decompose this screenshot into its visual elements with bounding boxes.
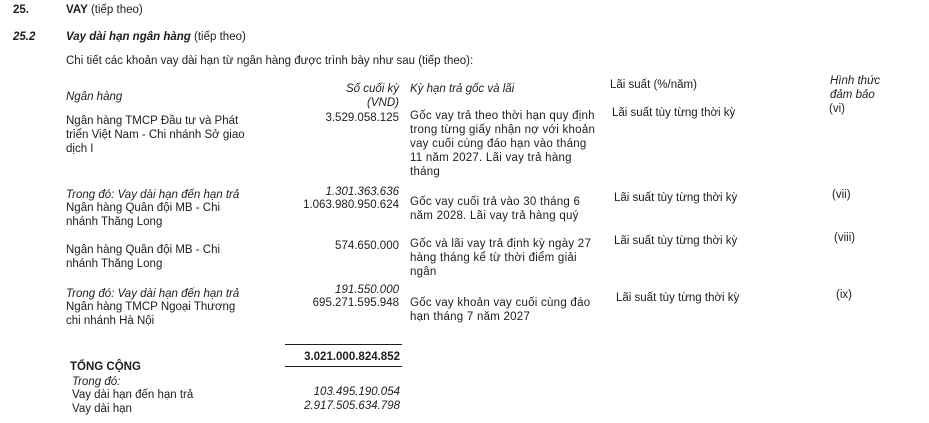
row4-amount: 695.271.595.948 bbox=[312, 297, 399, 309]
row4-bank bbox=[66, 300, 235, 328]
row1-bank-line: Ngân hàng TMCP Đầu tư và Phát bbox=[66, 115, 239, 127]
row4-collateral: (ix) bbox=[836, 289, 852, 301]
row1-terms-line: trong từng giấy nhận nợ với khoản bbox=[410, 124, 596, 136]
row1-terms-line: 11 năm 2027. Lãi vay trả hàng bbox=[410, 152, 572, 164]
row2-due-label: Trong đó: Vay dài hạn đến hạn trả bbox=[66, 189, 240, 201]
total-bottom-rule bbox=[285, 366, 402, 367]
row3-terms-line: Gốc và lãi vay trả định kỳ ngày 27 bbox=[410, 238, 592, 250]
row2-terms-line: Gốc vay cuối trả vào 30 tháng 6 bbox=[410, 196, 581, 208]
row1-bank-line: dịch I bbox=[66, 143, 94, 155]
row1-terms bbox=[410, 109, 595, 179]
row3-amount: 574.650.000 bbox=[335, 240, 399, 252]
section-title-text: VAY bbox=[66, 4, 88, 16]
subsection-title-suffix: (tiếp theo) bbox=[194, 31, 246, 43]
section-number: 25. bbox=[13, 4, 29, 16]
row2-due-amount: 1.301.363.636 bbox=[325, 186, 399, 198]
row1-bank bbox=[66, 114, 245, 156]
row1-collateral: (vi) bbox=[829, 103, 845, 115]
total-long-term-amount: 2.917.505.634.798 bbox=[304, 400, 400, 412]
row1-terms-line: Gốc vay trả theo thời hạn quy định bbox=[410, 110, 595, 122]
row1-terms-line: tháng bbox=[410, 166, 441, 178]
row3-bank bbox=[66, 243, 220, 271]
total-top-rule bbox=[285, 344, 402, 345]
row2-bank bbox=[66, 201, 220, 229]
total-amount: 3.021.000.824.852 bbox=[304, 351, 400, 363]
total-current-amount: 103.495.190.054 bbox=[313, 386, 400, 398]
row3-bank-line: Ngân hàng Quân đội MB - Chi bbox=[66, 244, 221, 256]
row3-collateral: (viii) bbox=[834, 232, 856, 244]
header-balance bbox=[290, 82, 399, 110]
header-rate: Lãi suất (%/năm) bbox=[610, 79, 697, 91]
row3-terms bbox=[410, 237, 591, 279]
row2-bank-line: nhánh Thăng Long bbox=[66, 216, 163, 228]
row1-rate: Lãi suất tùy từng thời kỳ bbox=[612, 107, 736, 119]
subsection-title bbox=[66, 30, 246, 44]
row4-due-label: Trong đó: Vay dài hạn đến hạn trả bbox=[66, 288, 240, 300]
row3-terms-line: hàng tháng kể từ thời điểm giải bbox=[410, 252, 577, 264]
row3-bank-line: nhánh Thăng Long bbox=[66, 258, 163, 270]
total-current-label: Vay dài hạn đến hạn trả bbox=[72, 389, 194, 401]
row4-terms bbox=[410, 296, 590, 324]
row4-bank-line: Ngân hàng TMCP Ngoại Thương bbox=[66, 301, 236, 313]
total-of-which: Trong đó: bbox=[72, 376, 121, 388]
row1-terms-line: vay cuối cùng đáo hạn vào tháng bbox=[410, 138, 587, 150]
row4-terms-line: Gốc vay khoản vay cuối cùng đáo bbox=[410, 297, 591, 309]
total-long-term-label: Vay dài hạn bbox=[72, 403, 132, 415]
row3-rate: Lãi suất tùy từng thời kỳ bbox=[614, 235, 738, 247]
row3-terms-line: ngân bbox=[410, 266, 437, 278]
total-label: TỔNG CỘNG bbox=[70, 361, 141, 373]
header-balance-line2: (VND) bbox=[367, 97, 399, 109]
row4-rate: Lãi suất tùy từng thời kỳ bbox=[616, 292, 740, 304]
header-collateral-line2: đảm bảo bbox=[830, 89, 875, 101]
header-collateral bbox=[830, 74, 880, 102]
row2-rate: Lãi suất tùy từng thời kỳ bbox=[614, 192, 738, 204]
header-terms: Kỳ hạn trả gốc và lãi bbox=[410, 83, 515, 95]
section-title bbox=[66, 3, 143, 17]
section-title-suffix: (tiếp theo) bbox=[90, 4, 143, 16]
header-balance-line1: Số cuối kỳ bbox=[345, 83, 399, 95]
row2-amount: 1.063.980.950.624 bbox=[303, 199, 399, 211]
row4-due-amount: 191.550.000 bbox=[335, 284, 399, 296]
intro-text: Chi tiết các khoản vay dài hạn từ ngân hàng được trình bày như sau (tiếp theo): bbox=[66, 55, 474, 67]
row2-bank-line: Ngân hàng Quân đội MB - Chi bbox=[66, 202, 221, 214]
row2-terms-line: năm 2028. Lãi vay trả hàng quý bbox=[410, 210, 579, 222]
row1-amount: 3.529.058.125 bbox=[325, 112, 399, 124]
row2-collateral: (vii) bbox=[832, 189, 851, 201]
subsection-number: 25.2 bbox=[13, 31, 36, 43]
subsection-title-text: Vay dài hạn ngân hàng bbox=[66, 31, 191, 43]
header-collateral-line1: Hình thức bbox=[830, 75, 881, 87]
header-bank: Ngân hàng bbox=[66, 91, 123, 103]
row4-bank-line: chi nhánh Hà Nội bbox=[66, 315, 155, 327]
row1-bank-line: triển Việt Nam - Chi nhánh Sở giao bbox=[66, 129, 245, 141]
row4-terms-line: hạn tháng 7 năm 2027 bbox=[410, 311, 531, 323]
row2-terms bbox=[410, 195, 580, 223]
